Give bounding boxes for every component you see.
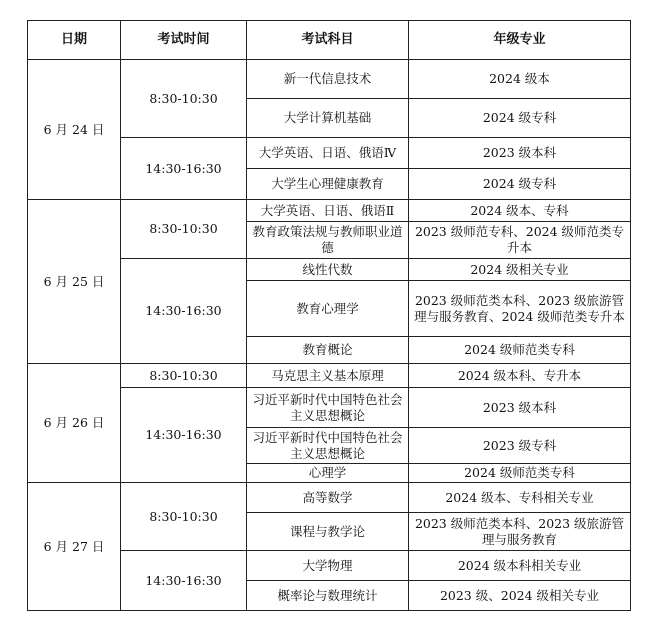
subject-cell: 习近平新时代中国特色社会主义思想概论 — [247, 428, 409, 464]
grade-cell: 2024 级专科 — [409, 99, 631, 138]
time-cell: 14:30-16:30 — [121, 388, 247, 483]
date-cell: 6 月 26 日 — [28, 364, 121, 483]
subject-cell: 大学生心理健康教育 — [247, 169, 409, 200]
header-date: 日期 — [28, 21, 121, 60]
time-cell: 8:30-10:30 — [121, 60, 247, 138]
time-cell: 8:30-10:30 — [121, 364, 247, 388]
grade-cell: 2024 级本、专科 — [409, 200, 631, 222]
table-row — [28, 364, 631, 388]
subject-cell: 线性代数 — [247, 259, 409, 281]
table-row — [28, 483, 631, 513]
subject-cell: 马克思主义基本原理 — [247, 364, 409, 388]
subject-cell: 大学计算机基础 — [247, 99, 409, 138]
grade-cell: 2024 级本科相关专业 — [409, 551, 631, 581]
grade-cell: 2023 级专科 — [409, 428, 631, 464]
grade-cell: 2023 级师范类本科、2023 级旅游管理与服务教育、2024 级师范类专升本 — [409, 281, 631, 337]
grade-cell: 2024 级本 — [409, 60, 631, 99]
time-cell: 14:30-16:30 — [121, 551, 247, 611]
grade-cell: 2024 级师范类专科 — [409, 337, 631, 364]
grade-cell: 2023 级本科 — [409, 138, 631, 169]
grade-cell: 2023 级师范类本科、2023 级旅游管理与服务教育 — [409, 513, 631, 551]
date-cell: 6 月 27 日 — [28, 483, 121, 611]
date-cell: 6 月 25 日 — [28, 200, 121, 364]
subject-cell: 教育政策法规与教师职业道德 — [247, 222, 409, 259]
date-cell: 6 月 24 日 — [28, 60, 121, 200]
header-time: 考试时间 — [121, 21, 247, 60]
exam-schedule-table — [27, 20, 631, 611]
grade-cell: 2023 级师范专科、2024 级师范类专升本 — [409, 222, 631, 259]
subject-cell: 课程与教学论 — [247, 513, 409, 551]
grade-cell: 2024 级专科 — [409, 169, 631, 200]
time-cell: 8:30-10:30 — [121, 483, 247, 551]
subject-cell: 教育心理学 — [247, 281, 409, 337]
table-row — [28, 200, 631, 222]
subject-cell: 新一代信息技术 — [247, 60, 409, 99]
grade-cell: 2024 级相关专业 — [409, 259, 631, 281]
subject-cell: 概率论与数理统计 — [247, 581, 409, 611]
header-row — [28, 21, 631, 60]
subject-cell: 教育概论 — [247, 337, 409, 364]
header-subject: 考试科目 — [247, 21, 409, 60]
grade-cell: 2024 级本、专科相关专业 — [409, 483, 631, 513]
grade-cell: 2024 级师范类专科 — [409, 464, 631, 483]
grade-cell: 2023 级本科 — [409, 388, 631, 428]
table-row — [28, 60, 631, 99]
grade-cell: 2024 级本科、专升本 — [409, 364, 631, 388]
header-grade: 年级专业 — [409, 21, 631, 60]
subject-cell: 习近平新时代中国特色社会主义思想概论 — [247, 388, 409, 428]
subject-cell: 高等数学 — [247, 483, 409, 513]
time-cell: 14:30-16:30 — [121, 138, 247, 200]
grade-cell: 2023 级、2024 级相关专业 — [409, 581, 631, 611]
subject-cell: 大学英语、日语、俄语Ⅱ — [247, 200, 409, 222]
subject-cell: 大学英语、日语、俄语Ⅳ — [247, 138, 409, 169]
subject-cell: 心理学 — [247, 464, 409, 483]
time-cell: 14:30-16:30 — [121, 259, 247, 364]
subject-cell: 大学物理 — [247, 551, 409, 581]
time-cell: 8:30-10:30 — [121, 200, 247, 259]
